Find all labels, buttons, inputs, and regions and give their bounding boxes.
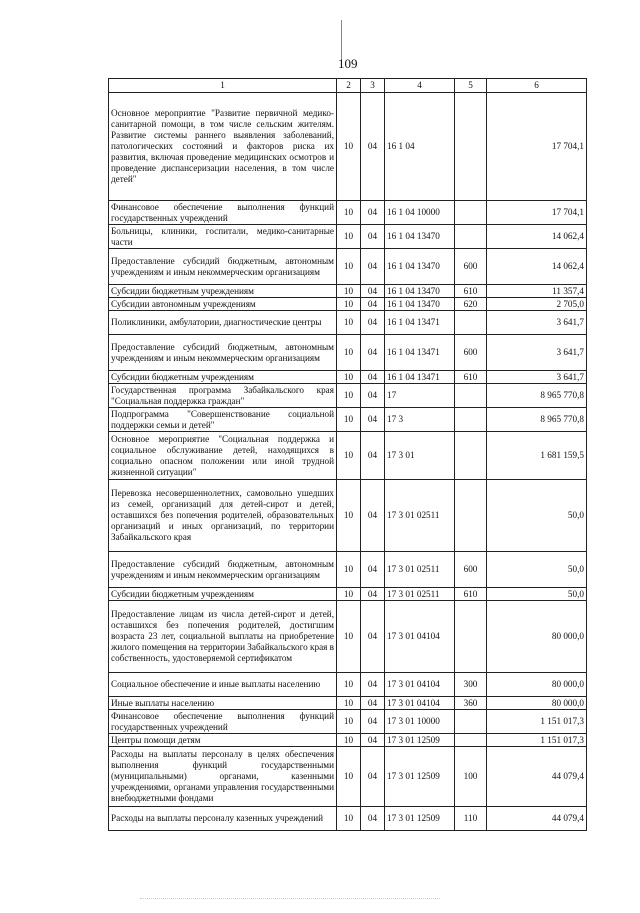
table-row xyxy=(109,225,587,249)
row-name: Финансовое обеспечение выполнения функций государственных учреждений xyxy=(109,710,337,734)
row-expense-type xyxy=(455,480,487,552)
row-expense-type: 110 xyxy=(455,807,487,831)
row-name: Предоставление субсидий бюджетным, автономным учреждениям и иным некоммерческим организациям xyxy=(109,335,337,371)
row-name: Основное мероприятие "Развитие первичной медико-санитарной помощи, в том числе сельским жителям. Развитие системы раннего выявления заболеваний, патологических состояний и факторов риска их развития, включая проведение медицинских осмотров и проведение диспансеризации населения, в том числе детей" xyxy=(109,93,337,201)
table-row xyxy=(109,673,587,697)
row-name: Основное мероприятие "Социальная поддержка и социальное обслуживание детей, находящихся в социально опасном положении или иной трудной жизненной ситуации" xyxy=(109,432,337,480)
row-target-article: 16 1 04 13471 xyxy=(385,311,455,335)
row-target-article: 16 1 04 13470 xyxy=(385,298,455,311)
row-name: Центры помощи детям xyxy=(109,734,337,747)
row-name: Финансовое обеспечение выполнения функций государственных учреждений xyxy=(109,201,337,225)
table-row xyxy=(109,734,587,747)
row-expense-type: 610 xyxy=(455,285,487,298)
row-expense-type xyxy=(455,225,487,249)
row-section: 10 xyxy=(337,747,361,807)
row-subsection: 04 xyxy=(361,225,385,249)
row-subsection: 04 xyxy=(361,552,385,588)
row-name: Расходы на выплаты персоналу казенных учреждений xyxy=(109,807,337,831)
row-section: 10 xyxy=(337,285,361,298)
row-name: Подпрограмма "Совершенствование социальной поддержки семьи и детей" xyxy=(109,408,337,432)
row-target-article: 16 1 04 13471 xyxy=(385,371,455,384)
row-expense-type: 600 xyxy=(455,249,487,285)
row-section: 10 xyxy=(337,408,361,432)
row-subsection: 04 xyxy=(361,249,385,285)
page-number: 109 xyxy=(338,56,358,71)
row-name: Субсидии бюджетным учреждениям xyxy=(109,588,337,601)
row-expense-type: 360 xyxy=(455,697,487,710)
table-row xyxy=(109,249,587,285)
row-name: Предоставление субсидий бюджетным, автономным учреждениям и иным некоммерческим организациям xyxy=(109,552,337,588)
row-section: 10 xyxy=(337,201,361,225)
table-row xyxy=(109,201,587,225)
header-row xyxy=(109,79,587,93)
row-section: 10 xyxy=(337,311,361,335)
table-row xyxy=(109,697,587,710)
row-amount: 14 062,4 xyxy=(487,225,587,249)
row-section: 10 xyxy=(337,249,361,285)
row-target-article: 17 3 01 02511 xyxy=(385,552,455,588)
row-expense-type xyxy=(455,432,487,480)
col-header-name: 1 xyxy=(109,79,337,93)
row-target-article: 16 1 04 13470 xyxy=(385,225,455,249)
row-subsection: 04 xyxy=(361,432,385,480)
row-amount: 2 705,0 xyxy=(487,298,587,311)
row-subsection: 04 xyxy=(361,480,385,552)
row-expense-type xyxy=(455,201,487,225)
row-expense-type: 610 xyxy=(455,588,487,601)
row-name: Расходы на выплаты персоналу в целях обеспечения выполнения функций государственными (муниципальными) органами, казенными учреждениями, органами управления государственными внебюджетными фондами xyxy=(109,747,337,807)
row-section: 10 xyxy=(337,371,361,384)
row-name: Социальное обеспечение и иные выплаты населению xyxy=(109,673,337,697)
row-section: 10 xyxy=(337,807,361,831)
table-row xyxy=(109,93,587,201)
row-section: 10 xyxy=(337,335,361,371)
row-section: 10 xyxy=(337,601,361,673)
row-target-article: 17 3 01 xyxy=(385,432,455,480)
col-header-section: 2 xyxy=(337,79,361,93)
row-amount: 17 704,1 xyxy=(487,93,587,201)
row-target-article: 17 3 01 02511 xyxy=(385,588,455,601)
row-expense-type xyxy=(455,408,487,432)
row-subsection: 04 xyxy=(361,747,385,807)
row-expense-type xyxy=(455,601,487,673)
row-expense-type xyxy=(455,384,487,408)
table-row xyxy=(109,371,587,384)
row-target-article: 17 3 01 04104 xyxy=(385,601,455,673)
row-section: 10 xyxy=(337,384,361,408)
row-section: 10 xyxy=(337,734,361,747)
row-amount: 14 062,4 xyxy=(487,249,587,285)
table-row xyxy=(109,408,587,432)
row-expense-type xyxy=(455,710,487,734)
table-row xyxy=(109,710,587,734)
row-target-article: 16 1 04 13471 xyxy=(385,335,455,371)
scan-noise xyxy=(140,898,440,900)
row-subsection: 04 xyxy=(361,697,385,710)
row-subsection: 04 xyxy=(361,588,385,601)
row-section: 10 xyxy=(337,93,361,201)
row-section: 10 xyxy=(337,710,361,734)
row-amount: 3 641,7 xyxy=(487,371,587,384)
row-expense-type: 600 xyxy=(455,552,487,588)
row-amount: 17 704,1 xyxy=(487,201,587,225)
col-header-subsection: 3 xyxy=(361,79,385,93)
row-expense-type: 610 xyxy=(455,371,487,384)
row-name: Больницы, клиники, госпитали, медико-санитарные части xyxy=(109,225,337,249)
table-row xyxy=(109,285,587,298)
row-amount: 1 151 017,3 xyxy=(487,734,587,747)
row-subsection: 04 xyxy=(361,408,385,432)
row-name: Субсидии бюджетным учреждениям xyxy=(109,371,337,384)
row-subsection: 04 xyxy=(361,285,385,298)
row-target-article: 17 3 xyxy=(385,408,455,432)
row-amount: 50,0 xyxy=(487,480,587,552)
row-expense-type xyxy=(455,93,487,201)
row-expense-type xyxy=(455,311,487,335)
row-section: 10 xyxy=(337,588,361,601)
row-amount: 3 641,7 xyxy=(487,311,587,335)
col-header-target-article: 4 xyxy=(385,79,455,93)
row-name: Иные выплаты населению xyxy=(109,697,337,710)
row-name: Предоставление лицам из числа детей-сирот и детей, оставшихся без попечения родителей, достигшим возраста 23 лет, социальной выплаты на приобретение жилого помещения на территории Забайкальского края в собственность, удостоверяемой сертификатом xyxy=(109,601,337,673)
row-subsection: 04 xyxy=(361,93,385,201)
row-expense-type: 100 xyxy=(455,747,487,807)
table-row xyxy=(109,807,587,831)
row-expense-type xyxy=(455,734,487,747)
table-row xyxy=(109,588,587,601)
row-name: Субсидии бюджетным учреждениям xyxy=(109,285,337,298)
col-header-expense-type: 5 xyxy=(455,79,487,93)
row-section: 10 xyxy=(337,552,361,588)
row-amount: 1 681 159,5 xyxy=(487,432,587,480)
row-target-article: 17 xyxy=(385,384,455,408)
row-subsection: 04 xyxy=(361,371,385,384)
row-target-article: 17 3 01 04104 xyxy=(385,673,455,697)
row-expense-type: 620 xyxy=(455,298,487,311)
row-name: Поликлиники, амбулатории, диагностические центры xyxy=(109,311,337,335)
row-name: Предоставление субсидий бюджетным, автономным учреждениям и иным некоммерческим организациям xyxy=(109,249,337,285)
row-subsection: 04 xyxy=(361,807,385,831)
row-target-article: 17 3 01 04104 xyxy=(385,697,455,710)
row-subsection: 04 xyxy=(361,335,385,371)
row-subsection: 04 xyxy=(361,298,385,311)
row-subsection: 04 xyxy=(361,311,385,335)
row-amount: 44 079,4 xyxy=(487,807,587,831)
row-section: 10 xyxy=(337,697,361,710)
table-row xyxy=(109,311,587,335)
row-target-article: 16 1 04 xyxy=(385,93,455,201)
table-row xyxy=(109,601,587,673)
row-target-article: 16 1 04 13470 xyxy=(385,249,455,285)
table-row xyxy=(109,552,587,588)
table-row xyxy=(109,747,587,807)
row-subsection: 04 xyxy=(361,201,385,225)
row-section: 10 xyxy=(337,432,361,480)
row-target-article: 16 1 04 13470 xyxy=(385,285,455,298)
row-section: 10 xyxy=(337,298,361,311)
row-target-article: 17 3 01 10000 xyxy=(385,710,455,734)
row-expense-type: 600 xyxy=(455,335,487,371)
table-row xyxy=(109,384,587,408)
row-amount: 80 000,0 xyxy=(487,673,587,697)
row-expense-type: 300 xyxy=(455,673,487,697)
row-amount: 8 965 770,8 xyxy=(487,408,587,432)
table-row xyxy=(109,335,587,371)
row-name: Государственная программа Забайкальского края "Социальная поддержка граждан" xyxy=(109,384,337,408)
row-subsection: 04 xyxy=(361,734,385,747)
budget-table xyxy=(108,78,587,831)
row-amount: 50,0 xyxy=(487,552,587,588)
row-amount: 8 965 770,8 xyxy=(487,384,587,408)
table-row xyxy=(109,298,587,311)
row-amount: 1 151 017,3 xyxy=(487,710,587,734)
table-row xyxy=(109,432,587,480)
row-subsection: 04 xyxy=(361,710,385,734)
row-amount: 44 079,4 xyxy=(487,747,587,807)
row-section: 10 xyxy=(337,480,361,552)
row-name: Перевозка несовершеннолетних, самовольно ушедших из семей, организаций для детей-сирот и детей, оставшихся без попечения родителей, образовательных организаций и иных организаций, по территории Забайкальского края xyxy=(109,480,337,552)
row-subsection: 04 xyxy=(361,673,385,697)
row-target-article: 17 3 01 12509 xyxy=(385,734,455,747)
row-subsection: 04 xyxy=(361,384,385,408)
row-amount: 80 000,0 xyxy=(487,601,587,673)
row-amount: 11 357,4 xyxy=(487,285,587,298)
row-target-article: 17 3 01 12509 xyxy=(385,807,455,831)
row-target-article: 16 1 04 10000 xyxy=(385,201,455,225)
table-row xyxy=(109,480,587,552)
row-section: 10 xyxy=(337,673,361,697)
row-amount: 3 641,7 xyxy=(487,335,587,371)
row-amount: 80 000,0 xyxy=(487,697,587,710)
row-section: 10 xyxy=(337,225,361,249)
col-header-amount: 6 xyxy=(487,79,587,93)
row-target-article: 17 3 01 02511 xyxy=(385,480,455,552)
row-amount: 50,0 xyxy=(487,588,587,601)
row-subsection: 04 xyxy=(361,601,385,673)
row-target-article: 17 3 01 12509 xyxy=(385,747,455,807)
row-name: Субсидии автономным учреждениям xyxy=(109,298,337,311)
